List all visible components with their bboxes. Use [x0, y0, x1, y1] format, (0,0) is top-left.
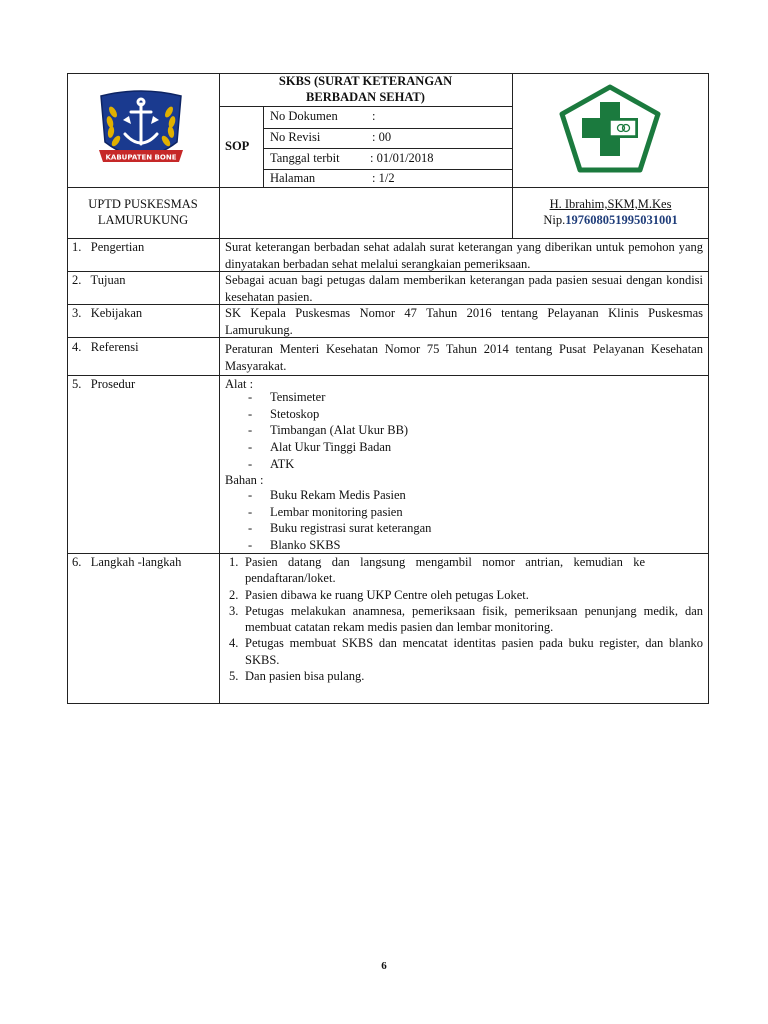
section-label-pengertian: 1. Pengertian [72, 240, 145, 254]
grid-line [219, 73, 220, 704]
doc-field-value: : 01/01/2018 [370, 151, 434, 165]
section-label-tujuan: 2. Tujuan [72, 273, 126, 287]
list-item: - Lembar monitoring pasien [248, 504, 403, 519]
bahan-list [225, 487, 431, 554]
section-text-tujuan: Sebagai acuan bagi petugas dalam memberikan keterangan pada pasien sesuai dengan kondisi kesehatan pasien. [225, 273, 703, 304]
kabupaten-bone-emblem-icon [93, 90, 189, 172]
list-item: - Tensimeter [248, 390, 326, 404]
grid-line [67, 187, 709, 188]
signatory-nip [512, 212, 709, 228]
page-number: 6 [381, 960, 387, 972]
doc-field-value: : 00 [372, 130, 392, 144]
bahan-heading: Bahan : [225, 473, 264, 487]
doc-field-label: Tanggal terbit [270, 151, 340, 165]
section-label-kebijakan: 3. Kebijakan [72, 306, 143, 320]
section-text-pengertian: Surat keterangan berbadan sehat adalah surat keterangan yang diberikan untuk pemohon yang dinyatakan berbadan sehat melalui serangkaian pemeriksaan. [225, 240, 703, 271]
section-label-langkah: 6. Langkah -langkah [72, 555, 182, 569]
section-label-prosedur: 5. Prosedur [72, 377, 136, 391]
signatory-name: H. Ibrahim,SKM,M.Kes [549, 197, 672, 211]
list-item: - Buku registrasi surat keterangan [248, 521, 432, 536]
list-item: 3. Petugas melakukan anamnesa, pemeriksaan fisik, pemeriksaan penunjang medik, dan membuat catatan rekam medis pasien dan lembar monitoring. [229, 603, 703, 635]
langkah-steps [229, 554, 703, 684]
doc-field-label: No Revisi [270, 130, 321, 144]
list-item: - Alat Ukur Tinggi Badan [248, 440, 392, 455]
document-title-line1: SKBS (SURAT KETERANGAN [278, 74, 453, 88]
list-item: - Timbangan (Alat Ukur BB) [248, 423, 409, 438]
list-item: 4. Petugas membuat SKBS dan mencatat identitas pasien pada buku register, dan blanko SKBS. [229, 636, 703, 667]
alat-heading: Alat : [225, 377, 254, 391]
doc-field-value: : [372, 109, 376, 123]
organization-name-line2: LAMURUKUNG [97, 213, 189, 227]
grid-line [67, 375, 709, 376]
grid-line [219, 106, 512, 107]
list-item: - ATK [248, 456, 295, 471]
doc-field-value: : 1/2 [372, 171, 395, 185]
list-item: 2. Pasien dibawa ke ruang UKP Centre oleh petugas Loket. [229, 587, 529, 602]
sop-label: SOP [225, 139, 250, 153]
puskesmas-logo-icon [558, 84, 662, 174]
document-title-line2: BERBADAN SEHAT) [306, 90, 425, 104]
list-item: - Buku Rekam Medis Pasien [248, 488, 406, 502]
section-text-kebijakan: SK Kepala Puskesmas Nomor 47 Tahun 2016 tentang Pelayanan Klinis Puskesmas Lamurukung. [225, 306, 703, 337]
section-text-referensi: Peraturan Menteri Kesehatan Nomor 75 Tahun 2014 tentang Pusat Pelayanan Kesehatan Masyarakat. [225, 342, 703, 373]
grid-line [263, 148, 512, 149]
list-item: - Blanko SKBS [248, 538, 341, 553]
grid-line [263, 106, 264, 187]
alat-list [225, 389, 408, 473]
list-item: - Stetoskop [248, 406, 320, 421]
list-item: 1. Pasien datang dan langsung mengambil nomor antrian, kemudian ke pendaftaran/loket. [229, 555, 645, 586]
doc-field-label: No Dokumen [270, 109, 338, 123]
list-item: 5. Dan pasien bisa pulang. [229, 669, 365, 684]
nip-label: Nip. [543, 213, 566, 227]
section-label-referensi: 4. Referensi [72, 340, 139, 354]
organization-name-line1: UPTD PUSKESMAS [88, 197, 198, 211]
nip-value: 197608051995031001 [565, 213, 678, 227]
emblem-banner-text: KABUPATEN BONE [105, 153, 177, 162]
doc-field-label: Halaman [270, 171, 316, 185]
